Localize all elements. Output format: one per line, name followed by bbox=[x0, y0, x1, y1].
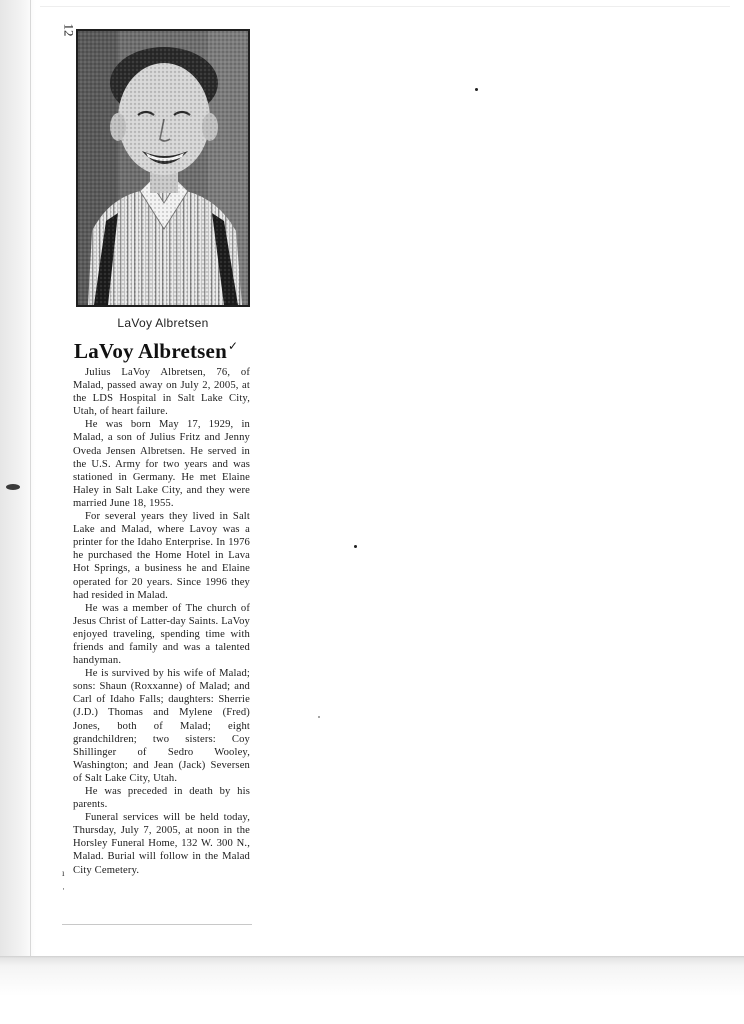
photo-caption: LaVoy Albretsen bbox=[117, 316, 209, 330]
obituary-paragraph: He was a member of The church of Jesus Christ of Latter-day Saints. LaVoy enjoyed traveling, spending time with friends and family and was a talented handyman. bbox=[73, 602, 250, 667]
scan-left-edge bbox=[0, 0, 36, 960]
scan-bottom-edge bbox=[0, 956, 744, 1024]
scan-speck bbox=[354, 545, 357, 548]
obituary-paragraph: He was preceded in death by his parents. bbox=[73, 786, 250, 811]
clipping-bottom-edge bbox=[62, 924, 252, 925]
obituary-paragraph: Julius LaVoy Albretsen, 76, of Malad, passed away on July 2, 2005, at the LDS Hospital in Salt Lake City, Utah, of heart failure. bbox=[73, 367, 250, 418]
obituary-title bbox=[74, 339, 274, 364]
obituary-photo bbox=[76, 29, 250, 307]
punch-hole-mark bbox=[6, 484, 20, 490]
scan-left-edge-line bbox=[30, 0, 31, 960]
obituary-paragraph: He is survived by his wife of Malad; sons: Shaun (Roxxanne) of Malad; and Carl of Idaho Falls; daughters: Sherrie (J.D.) Thomas and Mylene (Fred) Jones, both of Malad; eight grandchildren; two sisters: Coy Shillinger of Sedro Wooley, Washington; and Jean (Jack) Seversen of Salt Lake City, Utah. bbox=[73, 668, 250, 784]
scan-speck bbox=[318, 716, 320, 718]
page-marker: 12 bbox=[61, 23, 77, 37]
obituary-paragraph: For several years they lived in Salt Lake and Malad, where Lavoy was a printer for the Idaho Enterprise. In 1976 he purchased the Home Hotel in Lava Hot Springs, a business he and Elaine operated for 20 years. Since 1996 they had resided in Malad. bbox=[73, 511, 250, 601]
obituary-paragraph: Funeral services will be held today, Thursday, July 7, 2005, at noon in the Horsley Funeral Home, 132 W. 300 N., Malad. Burial will follow in the Malad City Cemetery. bbox=[73, 812, 250, 876]
obituary-paragraph: He was born May 17, 1929, in Malad, a son of Julius Fritz and Jenny Oveda Jensen Albretsen. He served in the U.S. Army for two years and was stationed in Germany. He met Elaine Haley in Salt Lake City, and they were married June 18, 1955. bbox=[73, 419, 250, 509]
scan-speck bbox=[475, 88, 478, 91]
margin-tick-mark: ı bbox=[62, 868, 65, 878]
scan-top-edge bbox=[40, 6, 730, 7]
margin-tick-mark: · bbox=[62, 884, 65, 894]
check-mark-icon: ✓ bbox=[227, 339, 239, 353]
obituary-body bbox=[73, 366, 250, 877]
portrait-image bbox=[78, 31, 248, 305]
obituary-title-text: LaVoy Albretsen bbox=[74, 339, 227, 363]
